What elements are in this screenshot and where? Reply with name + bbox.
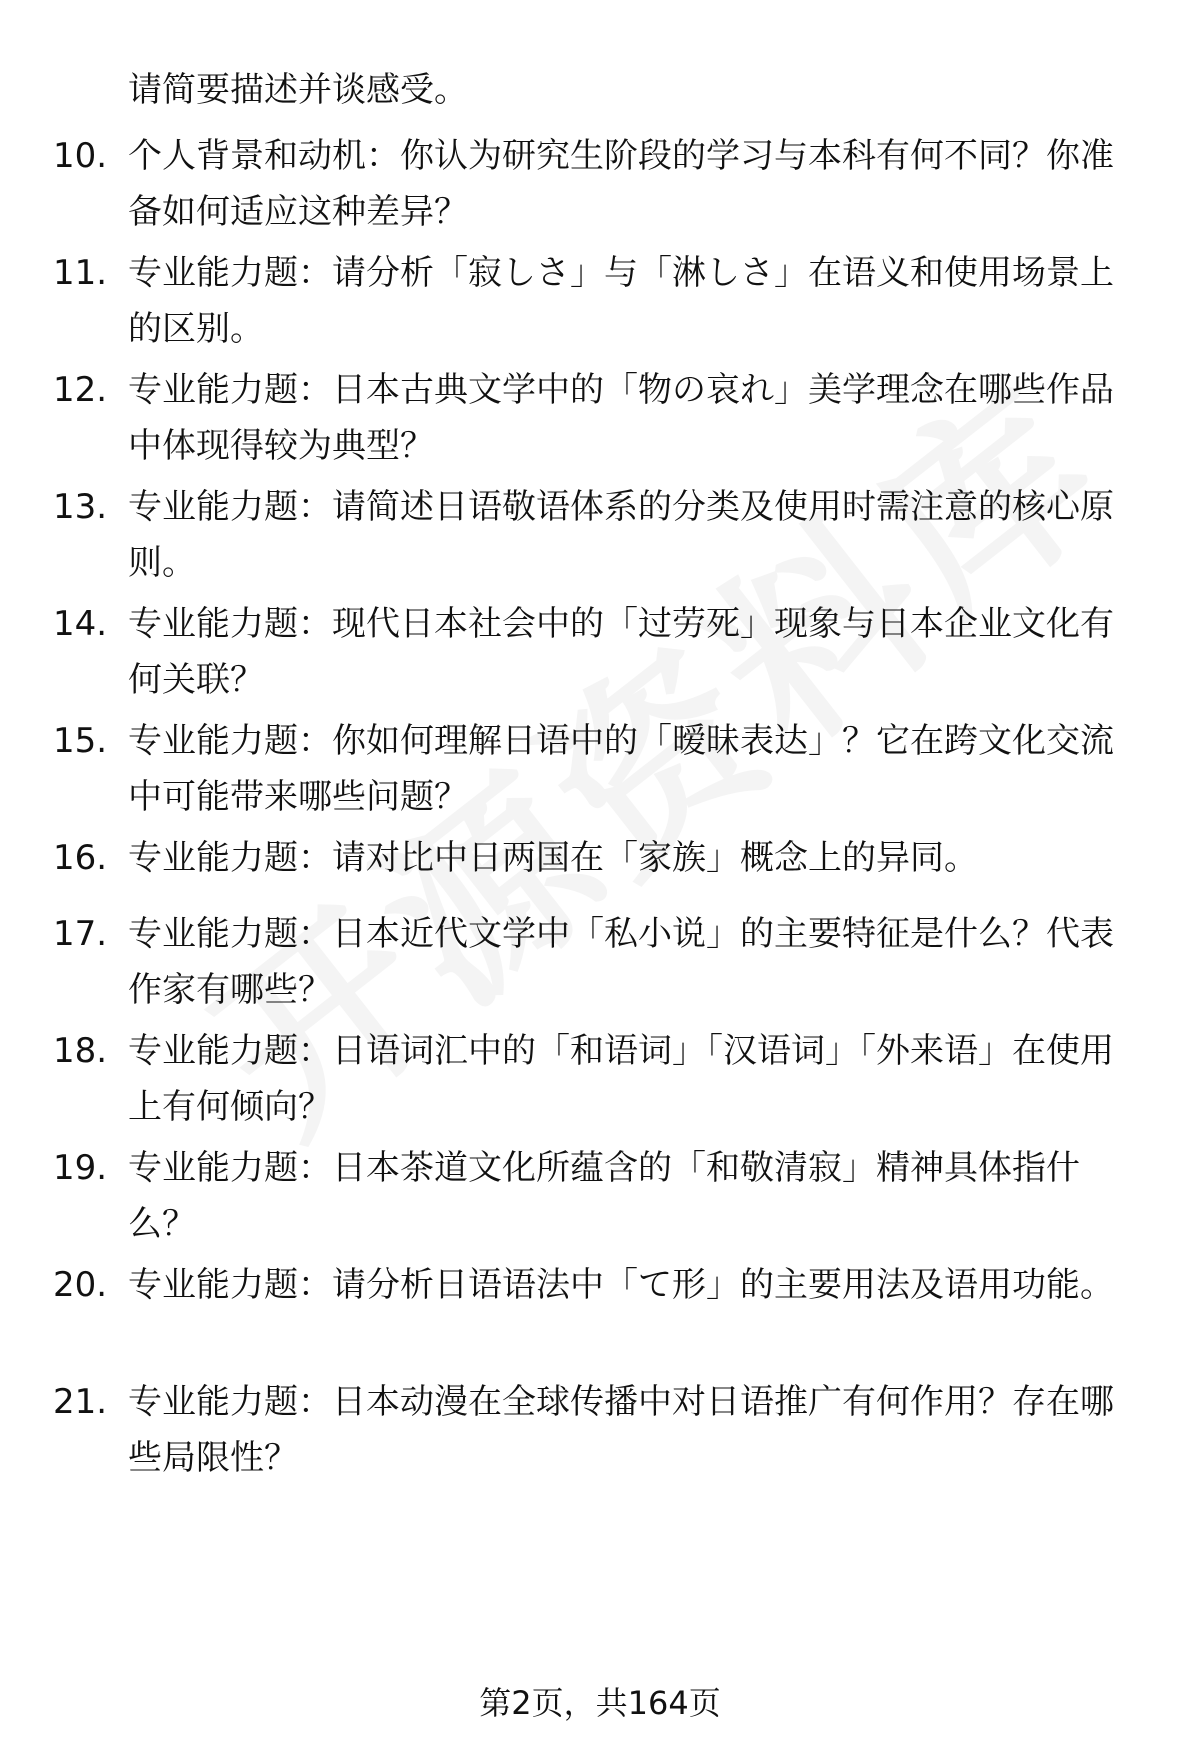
item-number: 19. (53, 1148, 108, 1188)
item-text: 专业能力题：你如何理解日语中的「暧昧表达」？它在跨文化交流中可能带来哪些问题？ (128, 721, 1114, 817)
item-number: 11. (53, 253, 108, 293)
item-text: 专业能力题：请对比中日两国在「家族」概念上的异同。 (128, 838, 978, 878)
item-text: 专业能力题：日本古典文学中的「物の哀れ」美学理念在哪些作品中体现得较为典型？ (128, 370, 1114, 466)
continuation-text: 请简要描述并谈感受。 (128, 70, 468, 110)
item-number: 15. (53, 721, 108, 761)
item-text: 专业能力题：请简述日语敬语体系的分类及使用时需注意的核心原则。 (128, 487, 1114, 583)
item-text: 专业能力题：请分析「寂しさ」与「淋しさ」在语义和使用场景上的区别。 (128, 253, 1114, 349)
item-text: 专业能力题：请分析日语语法中「て形」的主要用法及语用功能。 (128, 1265, 1114, 1305)
item-text: 专业能力题：日本茶道文化所蕴含的「和敬清寂」精神具体指什么？ (128, 1148, 1080, 1244)
page-footer: 第2页，共164页 (479, 1684, 721, 1722)
item-number: 20. (53, 1265, 108, 1305)
item-number: 21. (53, 1382, 108, 1422)
item-number: 12. (53, 370, 108, 410)
item-text: 专业能力题：日语词汇中的「和语词」「汉语词」「外来语」在使用上有何倾向？ (128, 1031, 1114, 1127)
item-text: 个人背景和动机：你认为研究生阶段的学习与本科有何不同？你准备如何适应这种差异？ (128, 136, 1114, 232)
item-number: 10. (53, 136, 108, 176)
item-text: 专业能力题：日本动漫在全球传播中对日语推广有何作用？存在哪些局限性？ (128, 1382, 1114, 1478)
item-text: 专业能力题：日本近代文学中「私小说」的主要特征是什么？代表作家有哪些？ (128, 914, 1114, 1010)
item-number: 16. (53, 838, 108, 878)
item-number: 13. (53, 487, 108, 527)
item-number: 17. (53, 914, 108, 954)
item-text: 专业能力题：现代日本社会中的「过劳死」现象与日本企业文化有何关联？ (128, 604, 1114, 700)
item-number: 14. (53, 604, 108, 644)
item-number: 18. (53, 1031, 108, 1071)
